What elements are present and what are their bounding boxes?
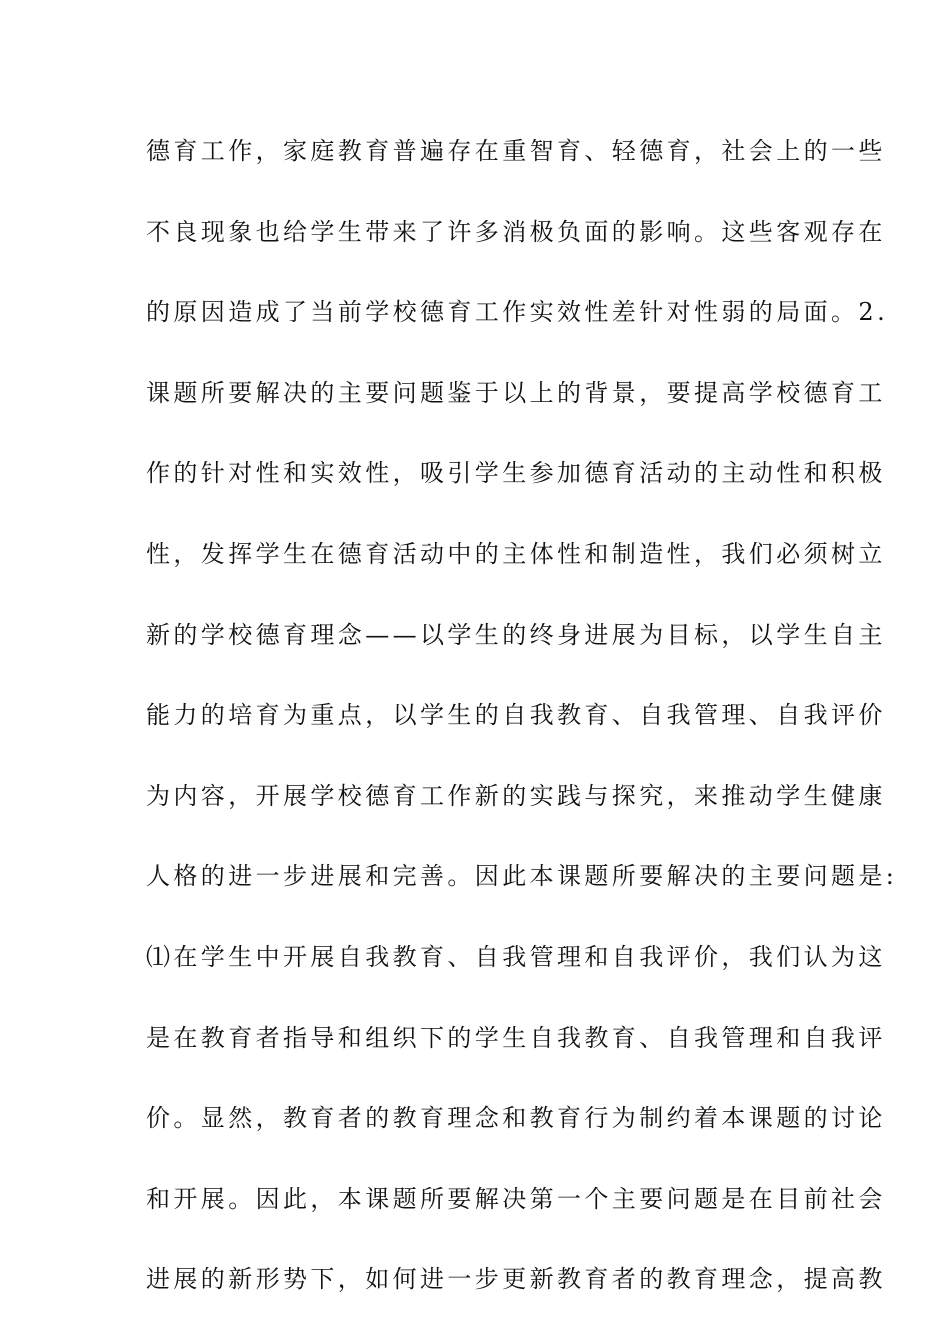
text-line: 新的学校德育理念——以学生的终身进展为目标，以学生自主	[146, 620, 886, 649]
text-line: 作的针对性和实效性，吸引学生参加德育活动的主动性和积极	[146, 459, 886, 488]
text-line: 课题所要解决的主要问题鉴于以上的背景，要提高学校德育工	[146, 378, 886, 407]
text-line: 不良现象也给学生带来了许多消极负面的影响。这些客观存在	[146, 217, 886, 246]
text-line: 价。显然，教育者的教育理念和教育行为制约着本课题的讨论	[146, 1104, 886, 1133]
text-line: 性，发挥学生在德育活动中的主体性和制造性，我们必须树立	[146, 539, 886, 568]
text-line: 的原因造成了当前学校德育工作实效性差针对性弱的局面。2.	[146, 298, 889, 327]
text-line: 为内容，开展学校德育工作新的实践与探究，来推动学生健康	[146, 781, 886, 810]
text-line: 是在教育者指导和组织下的学生自我教育、自我管理和自我评	[146, 1023, 886, 1052]
text-line: ⑴在学生中开展自我教育、自我管理和自我评价，我们认为这	[146, 942, 886, 971]
text-line: 德育工作，家庭教育普遍存在重智育、轻德育，社会上的一些	[146, 137, 886, 165]
text-line: 和开展。因此，本课题所要解决第一个主要问题是在目前社会	[146, 1184, 886, 1213]
text-line: 能力的培育为重点，以学生的自我教育、自我管理、自我评价	[146, 701, 886, 730]
body-text	[146, 128, 898, 1337]
text-line: 进展的新形势下，如何进一步更新教育者的教育理念，提高教	[146, 1265, 886, 1294]
text-line: 人格的进一步进展和完善。因此本课题所要解决的主要问题是:	[146, 862, 898, 891]
